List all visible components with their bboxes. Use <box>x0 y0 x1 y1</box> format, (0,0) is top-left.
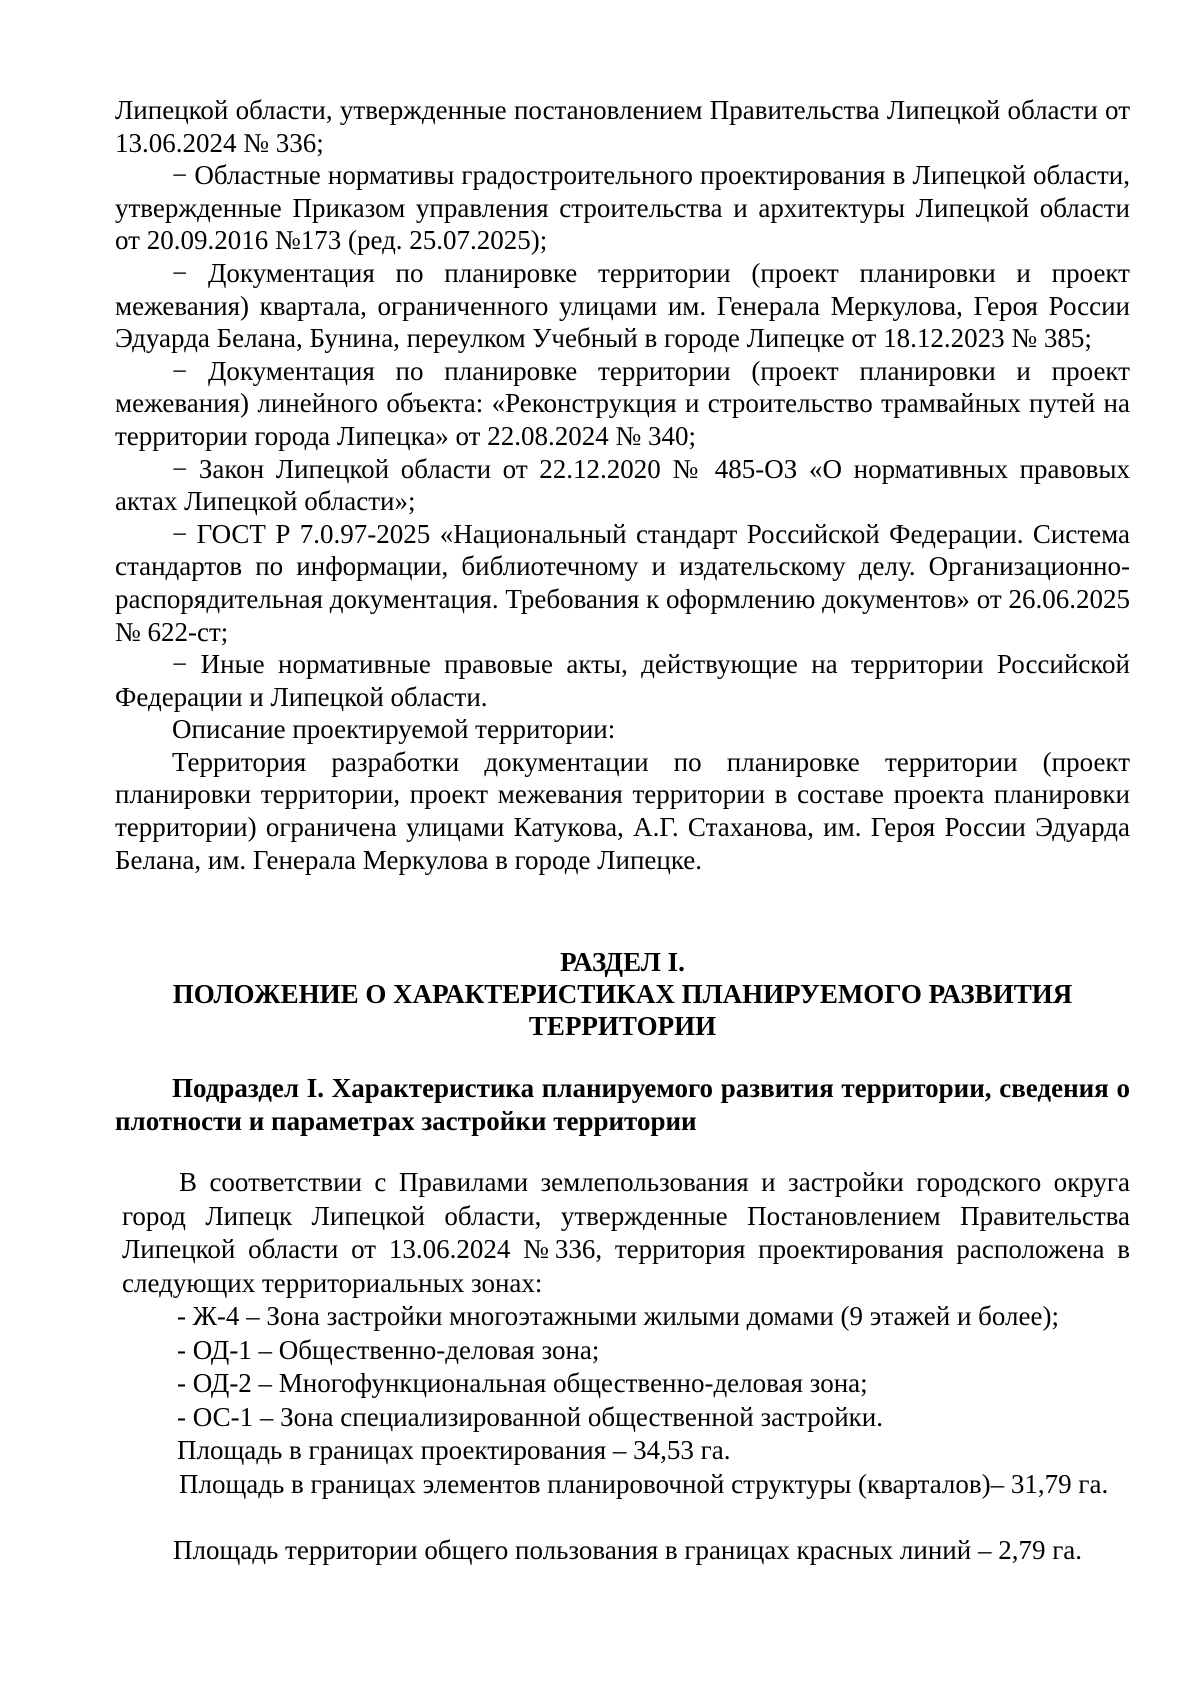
paragraph-zones-intro: В соответствии с Правилами землепользования и застройки городского округа город Липецк Липецкой области, утвержденные Постановлением Правительства Липецкой области от 13.06.2024 №336, территория проектирования расположена в следующих территориальных зонах: <box>122 1167 1130 1298</box>
regulations-list <box>115 94 1130 876</box>
paragraph-continuation: Липецкой области, утвержденные постановлением Правительства Липецкой области от 13.06.2024 № 336; <box>115 95 1130 158</box>
zones-block <box>122 1166 1130 1501</box>
paragraph-planning-doc-quarter: − Документация по планировке территории (проект планировки и проект межевания) квартала, ограниченного улицами им. Генерала Меркулова, Героя России Эдуарда Белана, Бунина, переулком Учебный в городе Липецке от 18.12.2023 № 385; <box>115 257 1130 354</box>
section-number: РАЗДЕЛ I. <box>560 947 685 977</box>
zone-item: - ОД-1 – Общественно-деловая зона; <box>177 1334 600 1365</box>
paragraph-planning-doc-tram: − Документация по планировке территории (проект планировки и проект межевания) линейного объекта: «Реконструкция и строительство трамвайных путей на территории города Липецка» от 22.08.2024 № 340; <box>115 355 1130 451</box>
paragraph-gost: − ГОСТ Р 7.0.97-2025 «Национальный стандарт Российской Федерации. Система стандартов по информации, библиотечному и издательскому делу. Организационно-распорядительная документация. Требования к оформлению документов» от 26.06.2025 № 622-ст; <box>115 518 1130 647</box>
paragraph-area-blocks: Площадь в границах элементов планировочной структуры (кварталов)– 31,79 га. <box>179 1468 1109 1499</box>
paragraph-area-total: Площадь в границах проектирования – 34,53 га. <box>177 1435 731 1465</box>
subsection-title: Подраздел I. Характеристика планируемого развития территории, сведения о плотности и параметрах застройки территории <box>115 1073 1130 1136</box>
paragraph-territory-description-label: Описание проектируемой территории: <box>172 714 616 745</box>
zone-item: - Ж-4 – Зона застройки многоэтажными жилыми домами (9 этажей и более); <box>177 1301 1059 1331</box>
paragraph-area-public: Площадь территории общего пользования в границах красных линий – 2,79 га. <box>173 1535 1083 1565</box>
paragraph-regional-standards: − Областные нормативы градостроительного проектирования в Липецкой области, утвержденные Приказом управления строительства и архитектуры Липецкой области от 20.09.2016 №173 (ред. 25.07.2025); <box>115 160 1130 256</box>
section-title-line-2: ТЕРРИТОРИИ <box>528 1011 717 1041</box>
zone-item: - ОС-1 – Зона специализированной общественной застройки. <box>177 1401 883 1432</box>
paragraph-territory-description: Территория разработки документации по планировке территории (проект планировки территории, проект межевания территории в составе проекта планировки территории) ограничена улицами Катукова, А.Г. Стаханова, им. Героя России Эдуарда Белана, им. Генерала Меркулова в городе Липецке. <box>115 746 1130 875</box>
section-heading <box>115 946 1130 1042</box>
paragraph-regional-law: − Закон Липецкой области от 22.12.2020 № 485-ОЗ «О нормативных правовых актах Липецкой области»; <box>115 453 1130 517</box>
zone-item: - ОД-2 – Многофункциональная общественно-деловая зона; <box>177 1368 868 1398</box>
paragraph-other-acts: − Иные нормативные правовые акты, действующие на территории Российской Федерации и Липецкой области. <box>115 649 1130 712</box>
subsection-heading <box>115 1072 1130 1138</box>
section-title-line-1: ПОЛОЖЕНИЕ О ХАРАКТЕРИСТИКАХ ПЛАНИРУЕМОГО РАЗВИТИЯ <box>172 979 1073 1009</box>
